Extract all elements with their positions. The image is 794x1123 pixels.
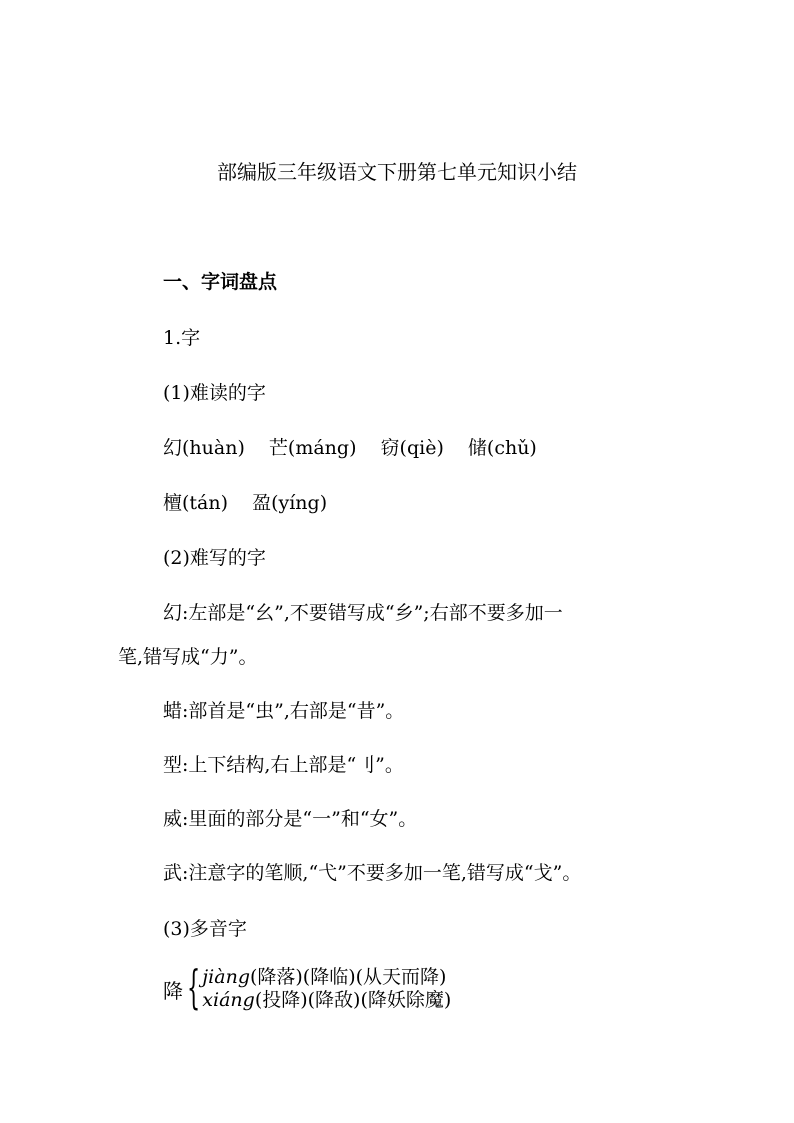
- char-pinyin: 檀(tán): [163, 492, 229, 514]
- hard-write-item-1-continued: 笔,错写成“力”。: [118, 646, 258, 668]
- example-words: (投降)(降敌)(降妖除魔): [254, 989, 452, 1011]
- hard-write-item-5: 武:注意字的笔顺,“弋”不要多加一笔,错写成“戈”。: [163, 862, 582, 884]
- pinyin: jiàng: [202, 966, 250, 988]
- example-words: (降落)(降临)(从天而降): [249, 966, 447, 988]
- section-heading: 一、字词盘点: [163, 271, 278, 293]
- polyphone-label: (3)多音字: [163, 918, 247, 940]
- polyphone-reading-2: [202, 989, 451, 1012]
- polyphone-readings: [202, 966, 451, 1012]
- hard-write-item-3: 型:上下结构,右上部是“刂”。: [163, 754, 404, 776]
- subsection-heading: 1.字: [163, 327, 201, 349]
- hard-write-item-4: 威:里面的部分是“一”和“女”。: [163, 808, 418, 830]
- polyphone-char: 降: [163, 978, 183, 1003]
- pinyin: xiáng: [202, 989, 255, 1011]
- hard-read-label: (1)难读的字: [163, 382, 266, 404]
- char-pinyin: 芒(máng): [268, 437, 357, 459]
- left-brace-icon: {: [187, 960, 201, 1014]
- hard-read-row-1: [0, 436, 794, 460]
- char-pinyin: 储(chǔ): [467, 437, 537, 459]
- hard-read-row-2: [0, 491, 794, 515]
- hard-write-item-2: 蜡:部首是“虫”,右部是“昔”。: [163, 700, 405, 722]
- page-title: 部编版三年级语文下册第七单元知识小结: [217, 160, 577, 184]
- char-pinyin: 盈(yíng): [252, 492, 328, 514]
- polyphone-reading-1: [202, 966, 451, 989]
- hard-write-item-1: 幻:左部是“幺”,不要错写成“乡”;右部不要多加一: [163, 602, 563, 624]
- char-pinyin: 幻(huàn): [163, 437, 245, 459]
- char-pinyin: 窃(qiè): [380, 437, 444, 459]
- hard-write-label: (2)难写的字: [163, 547, 266, 569]
- polyphone-entry: [163, 960, 452, 1014]
